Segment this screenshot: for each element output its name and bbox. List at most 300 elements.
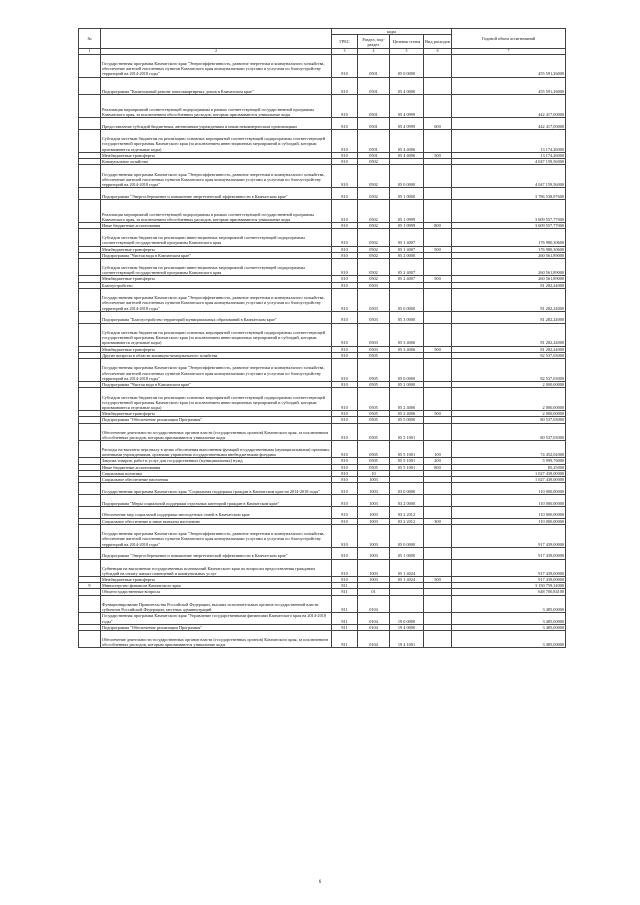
- row-razdel: 0502: [358, 223, 390, 229]
- row-description: Подпрограмма "Энергосбережение и повышение энергетической эффективности в Камчатском крае": [101, 188, 332, 200]
- row-description: Межбюджетные трансферты: [101, 246, 332, 252]
- row-description: Государственная программа Камчатского края "Энергоэффективность, развитие энергетики и коммунального хозьяйства, обеспечение жителей населенных пунктов Камчатского края коммунальными услугами и услугами по благоустройству территорий на 2014-2018 годы": [101, 288, 332, 311]
- header-colnum: 4: [358, 49, 390, 54]
- row-target: 05 2 4006: [390, 388, 424, 411]
- row-description: Субсидии местным бюджетам на реализацию основных мероприятий соответствующей подпрограммы соответствующей государственной программы Камчатского края (за исключением инвестиционных мероприятий и субсидий, которым присваиваются отдельные коды): [101, 388, 332, 411]
- row-vid: 500: [424, 576, 452, 582]
- row-razdel: 1003: [358, 576, 390, 582]
- row-target: 05 0 0000: [390, 54, 424, 77]
- row-no: [79, 441, 101, 458]
- row-razdel: 1003: [358, 524, 390, 547]
- header-desc: [101, 29, 332, 49]
- row-sum: 442 417,00000: [452, 95, 566, 118]
- row-description: Субсидии местным бюджетам на реализацию основных мероприятий соответствующей подпрограммы соответствующей государственной программы Камчатского края (за исключением инвестиционных мероприятий и субсидий, которым присваиваются отдельные коды): [101, 323, 332, 346]
- row-description: Подпрограмма "Обеспечение реализации Программы": [101, 624, 332, 630]
- row-description: Министерство финансов Камчатского края: [101, 583, 332, 589]
- row-razdel: 0505: [358, 464, 390, 470]
- row-grbs: 810: [332, 441, 358, 458]
- row-razdel: 1003: [358, 495, 390, 507]
- row-grbs: 810: [332, 559, 358, 576]
- row-description: Закупка товаров, работ и услуг для государственных (муниципальных) нужд: [101, 458, 332, 464]
- row-razdel: 0501: [358, 77, 390, 94]
- row-description: Государственная программа Камчатского края "Энергоэффективность, развитие энергетики и коммунального хозьяйства, обеспечение жителей населенных пунктов Камчатского края коммунальными услугами и услугами по благоустройству территорий на 2014-2018 годы": [101, 54, 332, 77]
- row-description: Субсидии местным бюджетам на реализацию основных мероприятий соответствующей подпрограммы соответствующей государственной программы Камчатского края (за исключением инвестиционных мероприятий и субсидий, которым присваиваются отдельные коды): [101, 129, 332, 152]
- row-target: 05 4 4006: [390, 129, 424, 152]
- row-razdel: 0502: [358, 159, 390, 165]
- row-razdel: 0505: [358, 458, 390, 464]
- row-sum: 917 439,00000: [452, 524, 566, 547]
- table-row: [79, 612, 566, 624]
- row-no: [79, 388, 101, 411]
- budget-table-page: [78, 28, 565, 648]
- row-no: [79, 495, 101, 507]
- row-no: [79, 359, 101, 382]
- row-vid: [424, 288, 452, 311]
- row-description: Другие вопросы в области жилищно-коммунального хозяйства: [101, 352, 332, 358]
- header-col_target: Целевая статья: [390, 35, 424, 49]
- row-target: 05 1 4024: [390, 559, 424, 576]
- header-colnum: 7: [452, 49, 566, 54]
- row-razdel: 0104: [358, 595, 390, 612]
- row-sum: 260 561,89000: [452, 259, 566, 276]
- row-vid: 300: [424, 518, 452, 524]
- row-vid: 500: [424, 411, 452, 417]
- row-description: Подпрограмма "Обеспечение реализации Программы": [101, 417, 332, 423]
- row-target: 05 4 0000: [390, 77, 424, 94]
- row-description: Предоставление субсидий бюджетным, автономным учреждениям и иным некоммерческим организациям: [101, 118, 332, 130]
- row-description: Расходы на выплаты персоналу в целях обеспечения выполнения функций государственными (муниципальными) органами, казенными учреждениями, органами управления государственными внебюджетными фондами: [101, 441, 332, 458]
- row-vid: [424, 95, 452, 118]
- row-description: Иные бюджетные ассигнования: [101, 223, 332, 229]
- row-razdel: 1003: [358, 506, 390, 518]
- table-row: [79, 388, 566, 411]
- row-razdel: 0502: [358, 246, 390, 252]
- row-description: Социальное обеспечение и иные выплаты населению: [101, 518, 332, 524]
- row-sum: 81 282,24000: [452, 282, 566, 288]
- row-grbs: 810: [332, 246, 358, 252]
- row-vid: [424, 259, 452, 276]
- row-sum: 3 786 538,07600: [452, 188, 566, 200]
- row-sum: 455 591,26000: [452, 54, 566, 77]
- row-target: 05 1 4007: [390, 229, 424, 246]
- row-target: 03 2 2012: [390, 506, 424, 518]
- row-razdel: 01: [358, 589, 390, 595]
- row-vid: [424, 506, 452, 518]
- row-description: Коммунальное хозяйство: [101, 159, 332, 165]
- table-row: [79, 77, 566, 94]
- row-target: 19 4 0000: [390, 624, 424, 630]
- row-no: 9: [79, 583, 101, 589]
- table-row: [79, 559, 566, 576]
- row-vid: [424, 495, 452, 507]
- row-grbs: 810: [332, 54, 358, 77]
- row-description: Межбюджетные трансферты: [101, 411, 332, 417]
- row-razdel: 0505: [358, 359, 390, 382]
- row-razdel: 0502: [358, 200, 390, 223]
- table-row: [79, 524, 566, 547]
- row-razdel: 0503: [358, 282, 390, 288]
- row-description: Межбюджетные трансферты: [101, 276, 332, 282]
- row-no: [79, 54, 101, 77]
- row-razdel: 0503: [358, 311, 390, 323]
- row-target: 05 2 0000: [390, 382, 424, 388]
- table-row: [79, 288, 566, 311]
- row-grbs: 811: [332, 612, 358, 624]
- row-target: 05 2 4006: [390, 411, 424, 417]
- row-vid: 200: [424, 458, 452, 464]
- row-target: 05 2 0000: [390, 252, 424, 258]
- row-target: 19 0 0000: [390, 612, 424, 624]
- row-target: 05 5 1001: [390, 423, 424, 440]
- row-description: Государственная программа Камчатского края "Энергоэффективность, развитие энергетики и коммунального хозьяйства, обеспечение жителей населенных пунктов Камчатского края коммунальными услугами и услугами по благоустройству территорий на 2014-2018 годы": [101, 359, 332, 382]
- row-target: 05 4 4006: [390, 152, 424, 158]
- row-sum: 81 282,24000: [452, 323, 566, 346]
- table-row: [79, 483, 566, 495]
- row-target: 05 0 0000: [390, 165, 424, 188]
- row-no: [79, 129, 101, 152]
- row-sum: 82 537,03000: [452, 359, 566, 382]
- header-no: №: [79, 29, 101, 49]
- row-sum: 1 027 439,00000: [452, 470, 566, 476]
- row-vid: [424, 77, 452, 94]
- row-sum: 260 561,89000: [452, 252, 566, 258]
- row-vid: [424, 359, 452, 382]
- row-sum: 110 000,00000: [452, 518, 566, 524]
- row-razdel: 0503: [358, 346, 390, 352]
- row-vid: [424, 129, 452, 152]
- row-razdel: 0501: [358, 118, 390, 130]
- row-description: Обеспечение мер социальной поддержки многодетных семей в Камчатском крае: [101, 506, 332, 518]
- row-description: Межбюджетные трансферты: [101, 576, 332, 582]
- row-target: 05 1 0000: [390, 188, 424, 200]
- row-vid: [424, 595, 452, 612]
- row-grbs: 810: [332, 165, 358, 188]
- table-row: [79, 188, 566, 200]
- row-vid: [424, 229, 452, 246]
- row-target: 05 0 0000: [390, 288, 424, 311]
- row-vid: 800: [424, 464, 452, 470]
- row-razdel: 0502: [358, 276, 390, 282]
- row-vid: [424, 311, 452, 323]
- table-row: [79, 229, 566, 246]
- row-grbs: 810: [332, 229, 358, 246]
- row-target: 05 1 0999: [390, 223, 424, 229]
- row-grbs: 810: [332, 495, 358, 507]
- row-description: Реализация мероприятий соответствующей подпрограммы в рамках соответствующей государственной программы Камчатского края, за исключением обособленных расходов, которым присваиваются уникальные коды: [101, 200, 332, 223]
- row-target: 05 0 0000: [390, 524, 424, 547]
- row-description: Подпрограмма "Энергосбережение и повышение энергетической эффективности в Камчатском крае": [101, 547, 332, 559]
- header-colnum: 1: [79, 49, 101, 54]
- header-colnum: 2: [101, 49, 332, 54]
- row-description: Социальное обеспечение населения: [101, 477, 332, 483]
- row-description: Подпрограмма "Благоустройство территорий муниципальных образований в Камчатском крае": [101, 311, 332, 323]
- row-no: [79, 630, 101, 647]
- row-target: 19 4 1001: [390, 630, 424, 647]
- row-target: 05 1 0000: [390, 547, 424, 559]
- row-razdel: 0505: [358, 382, 390, 388]
- table-row: [79, 118, 566, 130]
- row-sum: 3 485,00000: [452, 612, 566, 624]
- row-target: 05 3 4006: [390, 346, 424, 352]
- row-description: Межбюджетные трансферты: [101, 152, 332, 158]
- row-description: Обеспечение деятельности государственных органов власти (государственных органов) Камчатского края, за исключением обособленных расходов, которым присваиваются уникальные коды: [101, 630, 332, 647]
- row-vid: 600: [424, 118, 452, 130]
- table-row: [79, 495, 566, 507]
- budget-table: [78, 28, 566, 648]
- row-description: Подпрограмма "Чистая вода в Камчатском крае": [101, 382, 332, 388]
- table-row: [79, 311, 566, 323]
- row-no: [79, 188, 101, 200]
- row-grbs: 810: [332, 518, 358, 524]
- row-razdel: 0501: [358, 54, 390, 77]
- row-no: [79, 259, 101, 276]
- row-razdel: 1003: [358, 477, 390, 483]
- row-vid: 500: [424, 152, 452, 158]
- row-sum: 917 439,00000: [452, 576, 566, 582]
- row-no: [79, 118, 101, 130]
- row-sum: 82 537,03000: [452, 352, 566, 358]
- row-sum: 442 417,00000: [452, 118, 566, 130]
- row-target: 05 2 4007: [390, 276, 424, 282]
- row-no: [79, 612, 101, 624]
- row-no: [79, 165, 101, 188]
- row-target: 03 0 0000: [390, 483, 424, 495]
- row-razdel: 0104: [358, 624, 390, 630]
- row-no: [79, 595, 101, 612]
- row-grbs: 810: [332, 200, 358, 223]
- row-razdel: 1003: [358, 483, 390, 495]
- row-description: Социальная политика: [101, 470, 332, 476]
- row-target: 05 0 0000: [390, 359, 424, 382]
- row-grbs: 810: [332, 129, 358, 152]
- row-target: 05 1 4007: [390, 246, 424, 252]
- table-row: [79, 54, 566, 77]
- row-no: [79, 288, 101, 311]
- row-razdel: 0501: [358, 129, 390, 152]
- row-grbs: 810: [332, 95, 358, 118]
- row-sum: 81 282,24000: [452, 288, 566, 311]
- row-razdel: 0502: [358, 259, 390, 276]
- row-grbs: 810: [332, 352, 358, 358]
- row-grbs: 810: [332, 417, 358, 423]
- row-target: 05 1 0999: [390, 200, 424, 223]
- row-sum: 2 000,00000: [452, 411, 566, 417]
- row-grbs: 811: [332, 595, 358, 612]
- row-no: [79, 547, 101, 559]
- row-description: Субвенции на выполнение государственных полномочий Камчатского края по вопросам предоставления гражданам субсидий на оплату жилых помещений и коммунальных услуг: [101, 559, 332, 576]
- row-description: Государственная программа Камчатского края "Энергоэффективность, развитие энергетики и коммунального хозьяйства, обеспечение жителей населенных пунктов Камчатского края коммунальными услугами и услугами по благоустройству территорий на 2014-2018 годы": [101, 165, 332, 188]
- row-target: 05 4 0999: [390, 118, 424, 130]
- page-number: 6: [318, 880, 322, 885]
- row-description: Подпрограмма "Чистая вода в Камчатском крае": [101, 252, 332, 258]
- row-grbs: 810: [332, 259, 358, 276]
- row-sum: 81 282,24000: [452, 311, 566, 323]
- row-vid: [424, 630, 452, 647]
- row-no: [79, 483, 101, 495]
- row-description: Субсидии местным бюджетам на реализацию инвестиционных мероприятий соответствующей подпрограммы соответствующей государственной программы Камчатского края: [101, 259, 332, 276]
- row-target: 05 3 0000: [390, 311, 424, 323]
- row-target: 03 2 0000: [390, 495, 424, 507]
- row-description: Реализация мероприятий соответствующей подпрограммы в рамках соответствующей государственной программы Камчатского края, за исключением обособленных расходов, которым присваиваются уникальные коды: [101, 95, 332, 118]
- table-row: [79, 259, 566, 276]
- table-row: [79, 423, 566, 440]
- row-grbs: 810: [332, 483, 358, 495]
- row-grbs: 810: [332, 477, 358, 483]
- row-razdel: 0505: [358, 352, 390, 358]
- row-sum: 176 980,30600: [452, 246, 566, 252]
- row-grbs: 810: [332, 77, 358, 94]
- row-sum: 917 439,00000: [452, 547, 566, 559]
- row-grbs: 810: [332, 506, 358, 518]
- row-description: Функционирование Правительства Российской Федерации, высших исполнительных органов государственной власти субъектов Российской Федерации, местных администраций: [101, 595, 332, 612]
- row-sum: 2 000,00000: [452, 382, 566, 388]
- row-vid: 500: [424, 276, 452, 282]
- row-sum: 13 174,26000: [452, 152, 566, 158]
- header-col_razdel: Раздел, под-раздел: [358, 35, 390, 49]
- row-description: Подпрограмма "Капитальный ремонт многоквартирных домов в Камчатском крае": [101, 77, 332, 94]
- row-grbs: 810: [332, 547, 358, 559]
- table-row: [79, 129, 566, 152]
- row-grbs: 810: [332, 464, 358, 470]
- row-sum: 3 609 557,77000: [452, 223, 566, 229]
- row-target: [390, 595, 424, 612]
- row-grbs: 810: [332, 223, 358, 229]
- table-row: [79, 165, 566, 188]
- row-sum: 4 047 159,56000: [452, 165, 566, 188]
- row-grbs: 810: [332, 382, 358, 388]
- row-description: Обеспечение деятельности государственных органов власти (государственных органов) Камчатского края, за исключением обособленных расходов, которым присваиваются уникальные коды: [101, 423, 332, 440]
- table-row: [79, 547, 566, 559]
- row-vid: [424, 483, 452, 495]
- row-vid: [424, 200, 452, 223]
- row-vid: [424, 188, 452, 200]
- row-grbs: 810: [332, 458, 358, 464]
- row-no: [79, 95, 101, 118]
- row-sum: 917 439,00000: [452, 559, 566, 576]
- row-sum: 260 561,89000: [452, 276, 566, 282]
- header-col_grbs: ГРБС: [332, 35, 358, 49]
- header-col_vid: Вид расходов: [424, 35, 452, 49]
- row-vid: [424, 423, 452, 440]
- row-sum: 3 485,00000: [452, 595, 566, 612]
- row-sum: 1 027 439,00000: [452, 477, 566, 483]
- row-sum: 85,25000: [452, 464, 566, 470]
- row-sum: 81 282,24000: [452, 346, 566, 352]
- row-vid: 100: [424, 441, 452, 458]
- row-grbs: 810: [332, 252, 358, 258]
- row-grbs: 811: [332, 589, 358, 595]
- row-sum: 80 537,03000: [452, 423, 566, 440]
- table-row: [79, 95, 566, 118]
- row-razdel: 0505: [358, 441, 390, 458]
- row-description: Общегосударственные вопросы: [101, 589, 332, 595]
- row-razdel: 0501: [358, 95, 390, 118]
- row-sum: 2 000,00000: [452, 388, 566, 411]
- row-no: [79, 311, 101, 323]
- row-target: 05 3 4006: [390, 323, 424, 346]
- row-razdel: 0505: [358, 423, 390, 440]
- table-row: [79, 630, 566, 647]
- row-description: Государственная программа Камчатского края "Энергоэффективность, развитие энергетики и коммунального хозьяйства, обеспечение жителей населенных пунктов Камчатского края коммунальными услугами и услугами по благоустройству территорий на 2014-2018 годы": [101, 524, 332, 547]
- row-target: 05 1 4024: [390, 576, 424, 582]
- row-description: Подпрограмма "Меры социальной поддержки отдельных категорий граждан в Камчатском крае": [101, 495, 332, 507]
- header-colnum: 6: [424, 49, 452, 54]
- row-grbs: 810: [332, 346, 358, 352]
- table-row: [79, 506, 566, 518]
- table-row: [79, 323, 566, 346]
- row-no: [79, 77, 101, 94]
- row-grbs: 810: [332, 359, 358, 382]
- row-grbs: 810: [332, 388, 358, 411]
- row-razdel: 0104: [358, 612, 390, 624]
- row-description: Межбюджетные трансферты: [101, 346, 332, 352]
- row-sum: 3 609 557,77000: [452, 200, 566, 223]
- table-row: [79, 200, 566, 223]
- row-grbs: 810: [332, 524, 358, 547]
- row-razdel: 0505: [358, 411, 390, 417]
- row-description: Государственная программа Камчатского края "Социальная поддержка граждан в Камчатском крае на 2014-2018 годы": [101, 483, 332, 495]
- row-grbs: 810: [332, 470, 358, 476]
- row-no: [79, 559, 101, 576]
- row-razdel: 1003: [358, 547, 390, 559]
- header-colnum: 5: [390, 49, 424, 54]
- row-sum: 74 452,02000: [452, 441, 566, 458]
- row-grbs: 810: [332, 282, 358, 288]
- row-target: 05 5 1001: [390, 441, 424, 458]
- row-target: 05 5 0000: [390, 417, 424, 423]
- row-grbs: 810: [332, 311, 358, 323]
- row-description: Иные бюджетные ассигнования: [101, 464, 332, 470]
- row-razdel: 0503: [358, 288, 390, 311]
- row-sum: 3 485,00000: [452, 624, 566, 630]
- row-grbs: 811: [332, 583, 358, 589]
- row-razdel: 0503: [358, 323, 390, 346]
- row-sum: 110 000,00000: [452, 483, 566, 495]
- row-razdel: 1003: [358, 559, 390, 576]
- row-vid: [424, 323, 452, 346]
- row-grbs: 810: [332, 323, 358, 346]
- row-vid: [424, 165, 452, 188]
- header-colnum: 3: [332, 49, 358, 54]
- row-razdel: 0501: [358, 152, 390, 158]
- row-target: 03 2 2012: [390, 518, 424, 524]
- row-sum: 110 000,00000: [452, 495, 566, 507]
- row-grbs: 811: [332, 630, 358, 647]
- row-target: 05 4 0999: [390, 95, 424, 118]
- row-grbs: 810: [332, 576, 358, 582]
- row-sum: 3 485,00000: [452, 630, 566, 647]
- row-no: [79, 229, 101, 246]
- row-sum: 110 000,00000: [452, 506, 566, 518]
- table-row: [79, 595, 566, 612]
- header-sum: Годовой объем ассигнований: [452, 29, 566, 49]
- row-sum: 648 700,84100: [452, 589, 566, 595]
- row-razdel: 0502: [358, 229, 390, 246]
- row-vid: [424, 547, 452, 559]
- row-description: Субсидии местным бюджетам на реализацию инвестиционных мероприятий соответствующей подпрограммы соответствующей государственной программы Камчатского края: [101, 229, 332, 246]
- row-target: 05 5 1001: [390, 464, 424, 470]
- row-grbs: 810: [332, 423, 358, 440]
- row-description: Благоустройство: [101, 282, 332, 288]
- row-sum: 455 591,26000: [452, 77, 566, 94]
- row-razdel: 0502: [358, 252, 390, 258]
- table-row: [79, 359, 566, 382]
- row-no: [79, 423, 101, 440]
- row-grbs: 810: [332, 152, 358, 158]
- row-razdel: 0505: [358, 388, 390, 411]
- row-grbs: 810: [332, 159, 358, 165]
- row-no: [79, 506, 101, 518]
